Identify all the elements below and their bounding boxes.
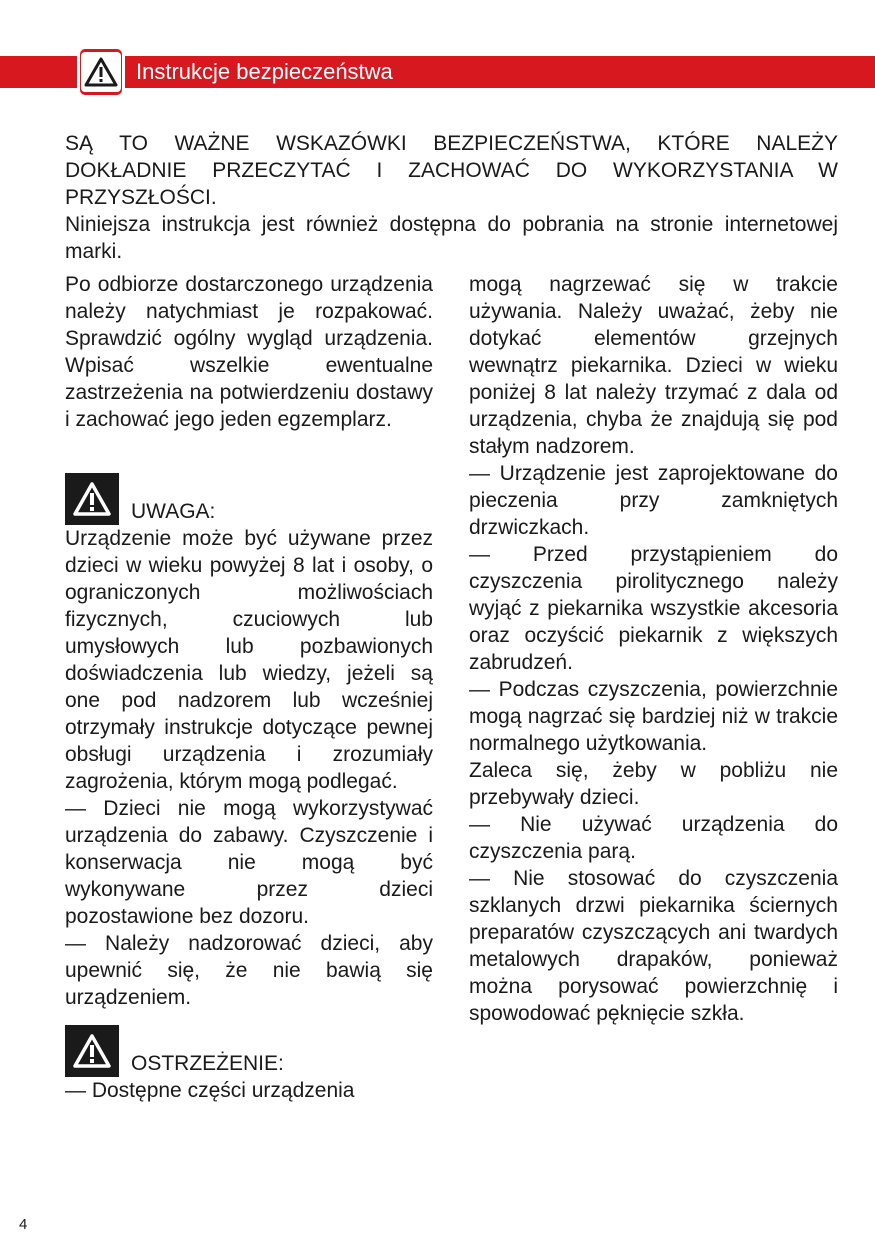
intro-download-notice: Niniejsza instrukcja jest również dostępna do pobrania na stronie internetowej marki. (65, 213, 838, 263)
uwaga-label: UWAGA: (131, 500, 216, 523)
header-band (0, 56, 875, 88)
header-warning-badge (77, 46, 125, 98)
uwaga-warning-icon (65, 473, 119, 525)
ostrzezenie-paragraph: — Dostępne części urządzenia (65, 1079, 355, 1102)
heat-paragraph: mogą nagrzewać się w trakcie używania. Należy uważać, żeby nie dotykać elementów grzejnych wewnątrz piekarnika. Dzieci w wieku poniżej 8 lat należy trzymać z dala od urządzenia, chyba że znajdują się pod stałym nadzorem. (469, 273, 838, 458)
right-column (469, 271, 838, 1027)
page-number: 4 (19, 1216, 28, 1233)
warning-triangle-icon (72, 481, 112, 517)
intro-block (65, 130, 838, 265)
section-title: Instrukcje bezpieczeństwa (136, 59, 393, 84)
surfaces-paragraph: — Podczas czyszczenia, powierzchnie mogą nagrzać się bardziej niż w trakcie normalnego użytkowania. (469, 678, 838, 755)
delivery-paragraph: Po odbiorze dostarczonego urządzenia należy natychmiast je rozpakować. Sprawdzić ogólny wygląd urządzenia. Wpisać wszelkie ewentualne zastrzeżenia na potwierdzeniu dostawy i zachować jego jeden egzemplarz. (65, 273, 433, 431)
warning-triangle-icon (84, 57, 118, 87)
ostrzezenie-label: OSTRZEŻENIE: (131, 1052, 284, 1075)
uwaga-heading (65, 473, 433, 525)
closed-door-paragraph: — Urządzenie jest zaprojektowane do pieczenia przy zamkniętych drzwiczkach. (469, 462, 838, 539)
supervise-paragraph: — Należy nadzorować dzieci, aby upewnić się, że nie bawią się urządzeniem. (65, 932, 433, 1009)
children-near-paragraph: Zaleca się, żeby w pobliżu nie przebywały dzieci. (469, 759, 838, 809)
ostrzezenie-warning-icon (65, 1025, 119, 1077)
ostrzezenie-heading (65, 1025, 433, 1077)
glass-paragraph: — Nie stosować do czyszczenia szklanych drzwi piekarnika ściernych preparatów czyszczących ani twardych metalowych drapaków, ponieważ można porysować powierzchnię i spowodować pęknięcie szkła. (469, 867, 838, 1025)
children-play-paragraph: — Dzieci nie mogą wykorzystywać urządzenia do zabawy. Czyszczenie i konserwacja nie mogą być wykonywane przez dzieci pozostawione bez dozoru. (65, 797, 433, 928)
left-column (65, 271, 433, 1104)
header-icon-inner (81, 52, 121, 92)
warning-triangle-icon (72, 1033, 112, 1069)
uwaga-paragraph: Urządzenie może być używane przez dzieci w wieku powyżej 8 lat i osoby, o ograniczonych możliwościach fizycznych, czuciowych lub umysłowych lub pozbawionych doświadczenia lub wiedzy, jeżeli są one pod nadzorem lub wcześniej otrzymały instrukcje dotyczące pewnej obsługi urządzenia i zrozumiały zagrożenia, którym mogą podlegać. (65, 527, 433, 793)
pyrolytic-paragraph: — Przed przystąpieniem do czyszczenia pirolitycznego należy wyjąć z piekarnika wszystkie akcesoria oraz oczyścić piekarnik z większych zabrudzeń. (469, 543, 838, 674)
steam-paragraph: — Nie używać urządzenia do czyszczenia parą. (469, 813, 838, 863)
intro-caps-notice: SĄ TO WAŻNE WSKAZÓWKI BEZPIECZEŃSTWA, KTÓRE NALEŻY DOKŁADNIE PRZECZYTAĆ I ZACHOWAĆ DO WYKORZYSTANIA W PRZYSZŁOŚCI. (65, 132, 838, 209)
